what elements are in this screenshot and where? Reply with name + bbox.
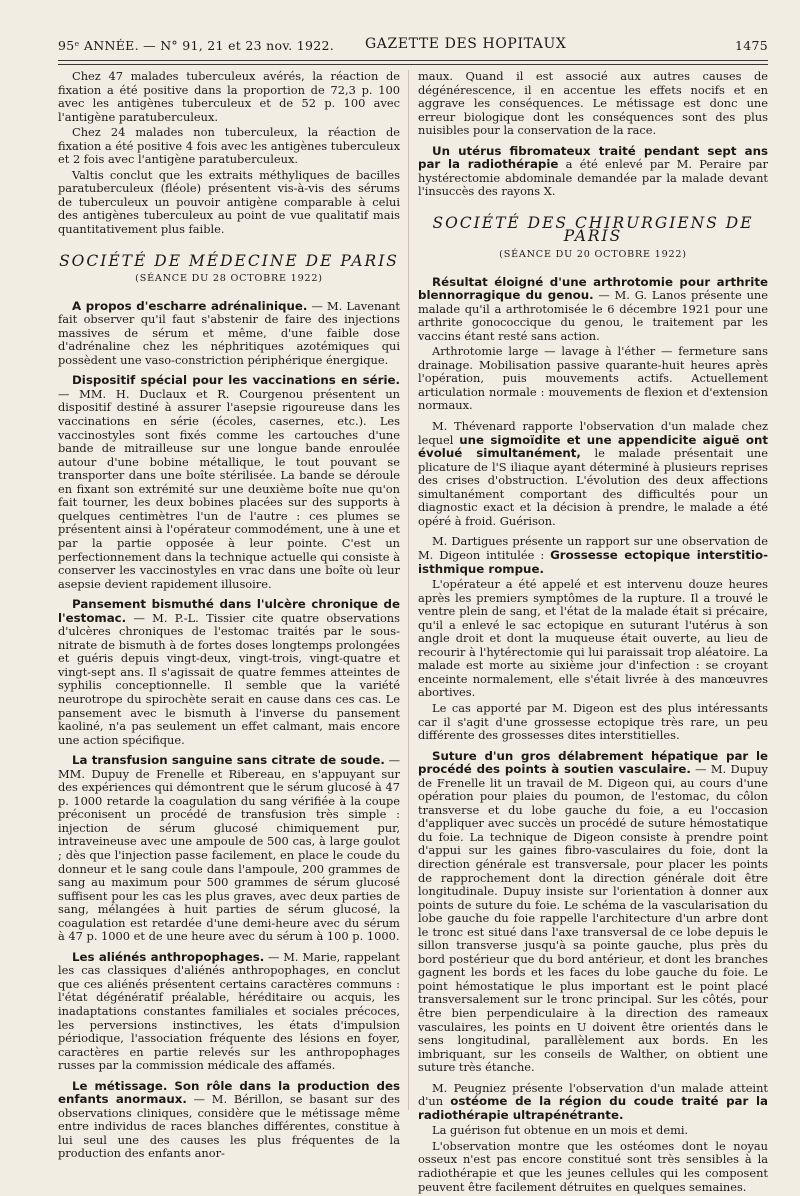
article-heading: une sigmoïdite et une appendicite aiguë ont évolué simultanément, xyxy=(418,432,768,461)
article-body: — M. Bérillon, se basant sur des observations cliniques, considère que le métissage même entre individus de races blanches différentes, constitue à lui seul une des causes les plus fréquentes de la production des enfants anor- xyxy=(58,1092,400,1161)
right-column xyxy=(418,70,768,1196)
paragraph: Valtis conclut que les extraits méthyliques de bacilles paratuberculeux (fléole) présentent vis-à-vis des sérums de tuberculeux un pouvoir antigène comparable à celui des antigènes tuberculeux au point de vue qualitatif mais quantitativement plus faible. xyxy=(58,167,400,237)
article-heading: Pansement bismuthé dans l'ulcère chronique de l'estomac. xyxy=(58,597,400,625)
article-heading: ostéome de la région du coude traité par la radiothérapie ultrapénétrante. xyxy=(418,1094,768,1122)
section-title: SOCIÉTÉ DES CHIRURGIENS DE PARIS xyxy=(432,213,754,246)
left-column xyxy=(58,70,400,1163)
article-body: — MM. H. Duclaux et R. Courgenou présentent un dispositif destiné à assurer l'asepsie rigoureuse dans les vaccinations en série (écoles, casernes, etc.). Les vaccinostyles sont fixés comme les cartouches d'une bande de mitrailleuse sur une longue bande enroulée autour d'une bobine métallique, le tout pouvant se transporter dans une boîte stérilisée. La bande se déroule en fixant son extrémité sur une deuxième boîte nue qu'on fait tourner, les deux bobines placées sur des supports à quelques centimètres l'un de l'autre : ces plumes se présentent ainsi à l'opérateur commodément, une à une et par la partie opposée à leur pointe. C'est un perfectionnement dans la technique actuelle qui consiste à conserver les vaccinostyles en vrac dans une boîte où leur asepsie devient rapidement illusoire. xyxy=(58,386,400,591)
article-intro: M. Thévenard rapporte l'observation d'un malade chez lequel xyxy=(418,419,768,447)
article-body: — M. G. Lanos présente une malade qu'il a arthrotomisée le 6 décembre 1921 pour une arthrite gonococcique du genou, le traitement par les vaccins étant resté sans action. xyxy=(418,288,768,343)
article-uterus xyxy=(418,145,768,199)
article-heading: Dispositif spécial pour les vaccinations en série. xyxy=(72,373,400,388)
article-bismuth xyxy=(58,598,400,747)
article-transfusion xyxy=(58,754,400,944)
article-body: — M. P.-L. Tissier cite quatre observations d'ulcères chroniques de l'estomac traités par le sous-nitrate de bismuth à de fortes doses longtemps prolongées et guéris depuis vingt-deux, vingt-trois, vingt-quatre et vingt-sept ans. Il s'agissait de quatre femmes atteintes de syphilis conceptionnelle. Il semble que la variété neurotrope du spirochète serait en cause dans ces cas. Le pansement avec le bismuth à l'inverse du pansement kaoliné, n'a pas seulement un effet calmant, mais encore une action spécifique. xyxy=(58,610,400,747)
header-rule-2 xyxy=(58,64,768,65)
article-sigmoidite xyxy=(418,420,768,528)
article-heading: La transfusion sanguine sans citrate de soude. xyxy=(72,753,385,768)
paragraph: Arthrotomie large — lavage à l'éther — fermeture sans drainage. Mobilisation passive quarante-huit heures après l'opération, puis mouvements actifs. Actuellement articulation normale : mouvements de flexion et d'extension normaux. xyxy=(418,344,768,413)
paragraph: Chez 47 malades tuberculeux avérés, la réaction de fixation a été positive dans la proportion de 72,3 p. 100 avec les antigènes tuberculeux et de 52 p. 100 avec l'antigène paratuberculeux. xyxy=(58,69,400,124)
article-vaccinations xyxy=(58,374,400,591)
article-heading: Un utérus fibromateux traité pendant sept ans par la radiothérapie xyxy=(418,143,768,172)
section-date: (SÉANCE DU 20 OCTOBRE 1922) xyxy=(499,249,687,261)
paragraph: L'observation montre que les ostéomes dont le noyau osseux n'est pas encore constitué sont très sensibles à la radiothérapie et que les jeunes cellules qui les composent peuvent être facilement détruites en quelques semaines. xyxy=(418,1138,768,1194)
article-alienes xyxy=(58,951,400,1073)
article-intro: M. Dartigues présente un rapport sur une observation de M. Digeon intitulée : xyxy=(418,534,768,562)
article-heading: A propos d'escharre adrénalinique. xyxy=(72,298,308,313)
article-body: — M. Marie, rappelant les cas classiques d'aliénés anthropophages, en conclut que ces aliénés présentent certains caractères communs : l'état dégénératif préalable, héréditaire ou acquis, les inadaptations constantes familiales et sociales précoces, les perversions instinctives, les états d'impulsion périodique, l'association fréquente des lésions en foyer, caractères en partie relevés sur les anthropophages russes par la commission médicale des affamés. xyxy=(58,949,400,1073)
article-escharre xyxy=(58,300,400,368)
article-body: — M. Lavenant fait observer qu'il faut s'abstenir de faire des injections massives de sérum et même, d'une faible dose d'adrénaline chez les néphritiques azotémiques qui possèdent une vaso-constriction périphérique énergique. xyxy=(58,298,400,367)
paragraph: Chez 24 malades non tuberculeux, la réaction de fixation a été positive 4 fois avec les antigènes tuberculeux et 2 fois avec l'antigène paratuberculeux. xyxy=(58,125,400,167)
article-grossesse xyxy=(418,535,768,576)
article-body: — M. Dupuy de Frenelle lit un travail de M. Digeon qui, au cours d'une opération pour plaies du poumon, de l'estomac, du côlon transverse et du lobe gauche du foie, a eu l'occasion d'appliquer avec succès un procédé de suture hémostatique du foie. La technique de Digeon consiste à prendre point d'appui sur les gaines fibro-vasculaires du foie, dont la direction générale est transversale, pour placer les points de rapprochement dont la direction générale doit être longitudinale. Dupuy insiste sur l'orientation à donner aux points de suture du foie. Le schéma de la vascularisation du lobe gauche du foie rappelle l'architecture d'un arbre dont le tronc est situé dans l'axe transversal de ce lobe depuis le sillon transverse jusqu'à sa pointe gauche, plus près du bord postérieur que du bord antérieur, et dont les branches gagnent les bords et les faces du lobe gauche du foie. Le point hémostatique le plus important est le point placé transversalement sur le tronc principal. Sur les côtés, pour être bien perpendiculaire à la direction des rameaux vasculaires, les points en U doivent être orientés dans le sens longitudinal, parallèlement aux bords. En les imbriquant, sur les conseils de Walther, on obtient une suture très étanche. xyxy=(418,762,768,1075)
article-heading: Grossesse ectopique interstitio-isthmique rompue. xyxy=(418,547,768,576)
article-arthrotomie xyxy=(418,276,768,344)
section-date: (SÉANCE DU 28 OCTOBRE 1922) xyxy=(135,273,323,285)
article-body: le malade présentait une plicature de l'S iliaque ayant déterminé à plusieurs reprises des crises d'obstruction. L'évolution des deux affections simultanément comportant des difficultés pour un diagnostic exact et la décision à prendre, le malade a été opéré à froid. Guérison. xyxy=(418,446,768,528)
paragraph: Le cas apporté par M. Digeon est des plus intéressants car il s'agit d'une grossesse ectopique très rare, un peu différente des grossesses dites interstitielles. xyxy=(418,700,768,743)
article-body: a été enlevé par M. Peraire par hystérectomie abdominale demandée par la malade devant l'insuccès des rayons X. xyxy=(418,157,768,199)
article-intro: M. Peugniez présente l'observation d'un malade atteint d'un xyxy=(418,1080,768,1109)
section-title: SOCIÉTÉ DE MÉDECINE DE PARIS xyxy=(59,251,399,270)
paragraph-continued: maux. Quand il est associé aux autres causes de dégénérescence, il en accentue les effets nocifs et en aggrave les conséquences. Le métissage est donc une erreur biologique dont les conséquences sont des plus nuisibles pour la conservation de la race. xyxy=(418,69,768,138)
header-journal-title: GAZETTE DES HOPITAUX xyxy=(365,36,567,52)
paragraph: La guérison fut obtenue en un mois et demi. xyxy=(432,1123,689,1138)
header-page-number: 1475 xyxy=(734,38,768,53)
header-issue: 95ᵉ ANNÉE. — N° 91, 21 et 23 nov. 1922. xyxy=(58,38,335,53)
article-suture-hepatique xyxy=(418,750,768,1075)
article-osteome xyxy=(418,1082,768,1123)
article-metissage xyxy=(58,1080,400,1161)
article-heading: Suture d'un gros délabrement hépatique par le procédé des points à soutien vasculaire. xyxy=(418,748,768,777)
running-header xyxy=(40,34,768,60)
column-separator xyxy=(408,70,409,1110)
paragraph: L'opérateur a été appelé et est intervenu douze heures après les premiers symptômes de la rupture. Il a trouvé le ventre plein de sang, et l'état de la malade était si précaire, qu'il a enlevé le sac ectopique en suturant l'utérus à son angle droit et dont la muqueuse était ouverte, au lieu de recourir à l'hytérectomie qui lui paraissait trop aléatoire. La malade est morte au sixième jour d'infection : se croyant enceinte normalement, elle s'était livrée à des manœuvres abortives. xyxy=(418,577,768,700)
article-heading: Les aliénés anthropophages. xyxy=(72,949,265,964)
article-body: — MM. Dupuy de Frenelle et Ribereau, en s'appuyant sur des expériences qui démontrent que le sérum glucosé à 47 p. 1000 retarde la coagulation du sang vérifiée à la coupe préconisent un procédé de transfusion très simple : injection de sérum glucosé chimiquement pur, intraveineuse avec une ampoule de 500 cas, à large goulot ; dès que l'injection passe facilement, en place le coude du donneur et le sang coule dans l'ampoule, 200 grammes de sang au maximum pour 500 grammes de sérum glucosé suffisent pour les cas les plus graves, avec deux parties de sang, mélangées à huit parties de sérum glucosé, la coagulation est retardée d'une demi-heure avec du sérum à 47 p. 1000 et de une heure avec du sérum à 100 p. 1000. xyxy=(58,753,400,944)
article-heading: Le métissage. Son rôle dans la production des enfants anormaux. xyxy=(58,1078,400,1107)
header-rule xyxy=(58,60,768,61)
article-heading: Résultat éloigné d'une arthrotomie pour arthrite blennorragique du genou. xyxy=(418,274,768,303)
